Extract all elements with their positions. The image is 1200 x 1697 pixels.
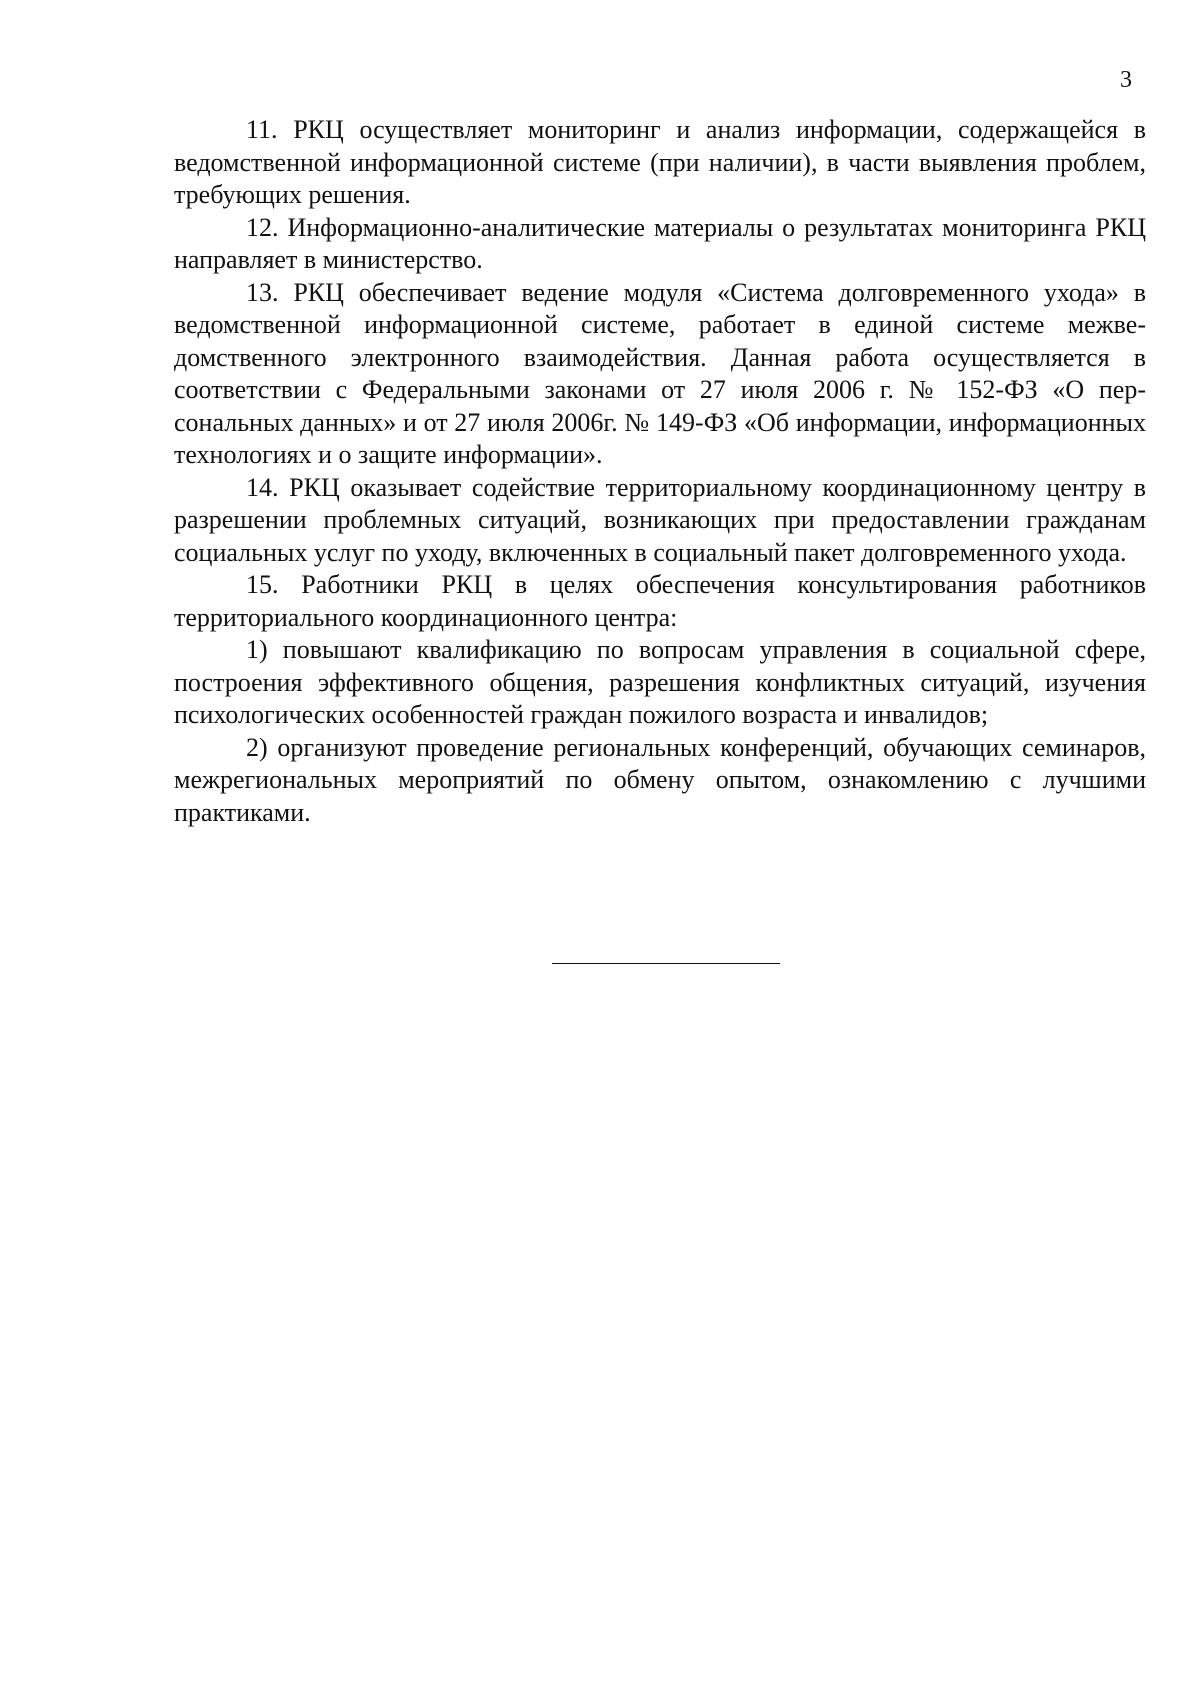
paragraph-14: 14. РКЦ оказывает содействие территориальному координационному центру в разрешении проблемных ситуаций, возникающих при предоставлении гражданам социальных услуг по уходу, включенных в социальный пакет долговременного ухода. <box>174 472 1146 567</box>
page-number: 3 <box>1120 67 1132 93</box>
paragraph-11: 11. РКЦ осуществляет мониторинг и анализ информации, содержащейся в ведомственной информационной системе (при наличии), в части выявления проблем, требующих решения. <box>174 115 1146 209</box>
paragraph-12: 12. Информационно-аналитические материалы о результатах мониторинга РКЦ направляет в министерство. <box>174 212 1146 274</box>
paragraph-13: 13. РКЦ обеспечивает ведение модуля «Система долговременного ухода» в ведомственной информационной системе, работает в единой системе межведомственного электронного взаимодействия. Данная работа осуществляется в соответствии с Федеральными законами от 27 июля 2006 г. № 152-ФЗ «О персональных данных» и от 27 июля 2006г. № 149-ФЗ «Об информации, информационных технологиях и о защите информации». <box>174 277 1146 469</box>
document-body <box>174 114 1146 829</box>
paragraph-15: 15. Работники РКЦ в целях обеспечения консультирования работников территориального координационного центра: <box>174 570 1146 632</box>
end-divider-line <box>552 963 780 964</box>
list-item-2: 2) организуют проведение региональных конференций, обучающих семинаров, межрегиональных мероприятий по обмену опытом, ознакомлению с лучшими практиками. <box>174 732 1146 827</box>
list-item-1: 1) повышают квалификацию по вопросам управления в социальной сфере, построения эффективного общения, разрешения конфликтных ситуаций, изучения психологических особенностей граждан пожилого возраста и инвалидов; <box>174 635 1146 729</box>
